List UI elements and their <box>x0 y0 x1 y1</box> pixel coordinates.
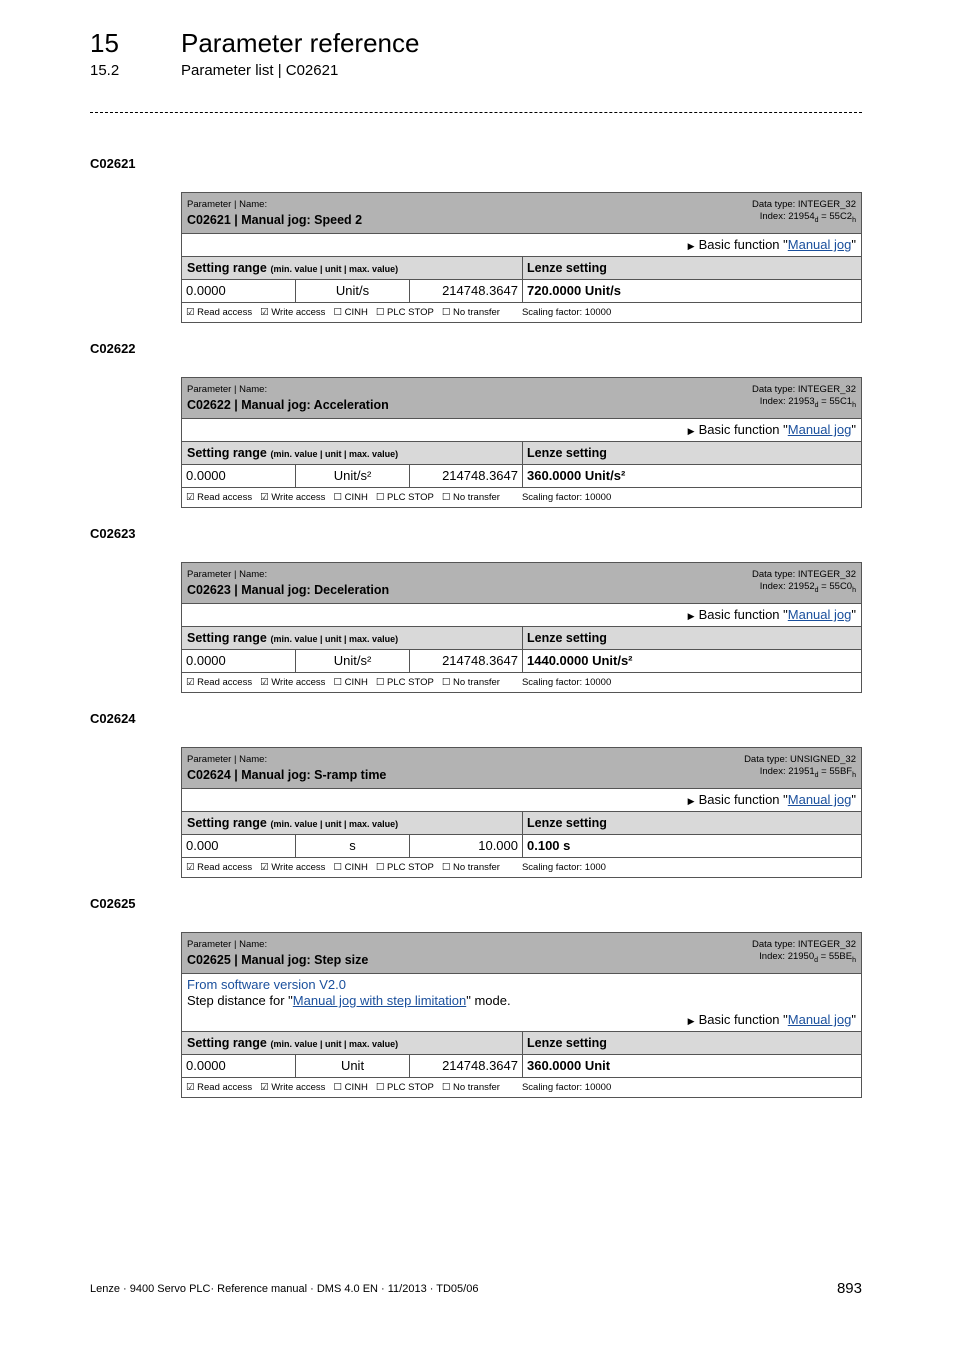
section-code: C02624 <box>90 711 136 726</box>
param-header <box>182 378 861 419</box>
scaling-factor: Scaling factor: 10000 <box>521 1082 612 1093</box>
max-value: 214748.3647 <box>410 650 523 672</box>
basic-function-row: ▶ Basic function "Manual jog" <box>182 234 861 257</box>
unit: s <box>296 835 410 857</box>
unit: Unit/s <box>296 280 410 302</box>
param-name-label: Parameter | Name: <box>187 939 268 950</box>
basic-function-link[interactable]: Manual jog <box>787 607 852 622</box>
section-code: C02623 <box>90 526 136 541</box>
page-number: 893 <box>836 1280 862 1297</box>
section-code: C02621 <box>90 156 136 171</box>
max-value: 214748.3647 <box>410 465 523 487</box>
access-flags: ☑ Read access ☑ Write access ☐ CINH ☐ PLC STOP ☐ No transfer Scaling factor: 10000 <box>186 677 612 688</box>
basic-function-row: ▶ Basic function "Manual jog" <box>182 1009 861 1032</box>
param-name-label: Parameter | Name: <box>187 199 268 210</box>
min-value: 0.0000 <box>182 280 296 302</box>
param-name-label: Parameter | Name: <box>187 569 268 580</box>
param-table <box>181 192 862 323</box>
param-table <box>181 932 862 1098</box>
mode-link[interactable]: Manual jog with step limitation <box>292 993 467 1008</box>
basic-function-row: ▶ Basic function "Manual jog" <box>182 604 861 627</box>
param-table <box>181 747 862 878</box>
param-table <box>181 562 862 693</box>
param-name: C02623 | Manual jog: Deceleration <box>187 583 390 597</box>
param-table <box>181 377 862 508</box>
access-flags: ☑ Read access ☑ Write access ☐ CINH ☐ PLC STOP ☐ No transfer Scaling factor: 10000 <box>186 1082 612 1093</box>
data-type: Data type: INTEGER_32 <box>751 199 856 210</box>
lenze-setting-value: 360.0000 Unit <box>527 1058 611 1073</box>
triangle-right-icon: ▶ <box>687 611 695 621</box>
triangle-right-icon: ▶ <box>687 1016 695 1026</box>
unit: Unit/s² <box>296 465 410 487</box>
param-index: Index: $21950_d = 55BE_h$ <box>759 951 856 964</box>
min-value: 0.0000 <box>182 465 296 487</box>
lenze-setting-value: 720.0000 Unit/s <box>527 283 621 298</box>
range-header: Setting range (min. value | unit | max. value) Lenze setting <box>182 627 861 650</box>
lenze-setting-value: 0.100 s <box>527 838 571 853</box>
param-index: Index: $21953_d = 55C1_h$ <box>759 396 856 409</box>
data-type: Data type: INTEGER_32 <box>751 939 856 950</box>
lenze-setting-value: 1440.0000 Unit/s² <box>527 653 633 668</box>
param-index: Index: $21951_d = 55BF_h$ <box>759 766 856 779</box>
basic-function-link[interactable]: Manual jog <box>787 422 852 437</box>
min-value: 0.000 <box>182 835 296 857</box>
param-index: Index: $21952_d = 55C0_h$ <box>759 581 856 594</box>
chapter-title: Parameter reference <box>181 28 420 58</box>
triangle-right-icon: ▶ <box>687 241 695 251</box>
param-header <box>182 933 861 974</box>
min-value: 0.0000 <box>182 1055 296 1077</box>
param-index: Index: $21954_d = 55C2_h$ <box>759 211 856 224</box>
section-title: Parameter list | C02621 <box>181 62 339 79</box>
footer-text: Lenze · 9400 Servo PLC· Reference manual · DMS 4.0 EN · 11/2013 · TD05/06 <box>90 1283 479 1295</box>
value-row <box>182 650 861 673</box>
basic-function-link[interactable]: Manual jog <box>787 237 852 252</box>
param-name: C02622 | Manual jog: Acceleration <box>187 398 389 412</box>
data-type: Data type: INTEGER_32 <box>751 384 856 395</box>
value-row <box>182 835 861 858</box>
unit: Unit/s² <box>296 650 410 672</box>
param-header <box>182 748 861 789</box>
range-header: Setting range (min. value | unit | max. value) Lenze setting <box>182 812 861 835</box>
section-code: C02625 <box>90 896 136 911</box>
access-flags: ☑ Read access ☑ Write access ☐ CINH ☐ PLC STOP ☐ No transfer Scaling factor: 1000 <box>186 862 606 873</box>
triangle-right-icon: ▶ <box>687 796 695 806</box>
param-name-label: Parameter | Name: <box>187 754 268 765</box>
header-divider <box>90 112 862 113</box>
max-value: 10.000 <box>410 835 523 857</box>
min-value: 0.0000 <box>182 650 296 672</box>
value-row <box>182 465 861 488</box>
unit: Unit <box>296 1055 410 1077</box>
data-type: Data type: INTEGER_32 <box>751 569 856 580</box>
scaling-factor: Scaling factor: 10000 <box>521 492 612 503</box>
triangle-right-icon: ▶ <box>687 426 695 436</box>
max-value: 214748.3647 <box>410 280 523 302</box>
range-header: Setting range (min. value | unit | max. value) Lenze setting <box>182 442 861 465</box>
basic-function-row: ▶ Basic function "Manual jog" <box>182 789 861 812</box>
value-row <box>182 1055 861 1078</box>
param-description: From software version V2.0 Step distance for "Manual jog with step limitation" mode. <box>182 974 861 1009</box>
param-header <box>182 563 861 604</box>
scaling-factor: Scaling factor: 1000 <box>521 862 606 873</box>
basic-function-link[interactable]: Manual jog <box>787 792 852 807</box>
software-version-note: From software version V2.0 <box>187 977 346 992</box>
range-header: Setting range (min. value | unit | max. value) Lenze setting <box>182 1032 861 1055</box>
param-name-label: Parameter | Name: <box>187 384 268 395</box>
section-number: 15.2 <box>90 62 120 79</box>
basic-function-link[interactable]: Manual jog <box>787 1012 852 1027</box>
param-name: C02624 | Manual jog: S-ramp time <box>187 768 387 782</box>
scaling-factor: Scaling factor: 10000 <box>521 307 612 318</box>
param-header <box>182 193 861 234</box>
scaling-factor: Scaling factor: 10000 <box>521 677 612 688</box>
access-flags: ☑ Read access ☑ Write access ☐ CINH ☐ PLC STOP ☐ No transfer Scaling factor: 10000 <box>186 492 612 503</box>
access-flags: ☑ Read access ☑ Write access ☐ CINH ☐ PLC STOP ☐ No transfer Scaling factor: 10000 <box>186 307 612 318</box>
basic-function-row: ▶ Basic function "Manual jog" <box>182 419 861 442</box>
value-row <box>182 280 861 303</box>
param-name: C02621 | Manual jog: Speed 2 <box>187 213 363 227</box>
range-header: Setting range (min. value | unit | max. value) Lenze setting <box>182 257 861 280</box>
param-name: C02625 | Manual jog: Step size <box>187 953 369 967</box>
max-value: 214748.3647 <box>410 1055 523 1077</box>
section-code: C02622 <box>90 341 136 356</box>
chapter-number: 15 <box>90 28 119 58</box>
data-type: Data type: UNSIGNED_32 <box>744 754 856 765</box>
lenze-setting-value: 360.0000 Unit/s² <box>527 468 626 483</box>
